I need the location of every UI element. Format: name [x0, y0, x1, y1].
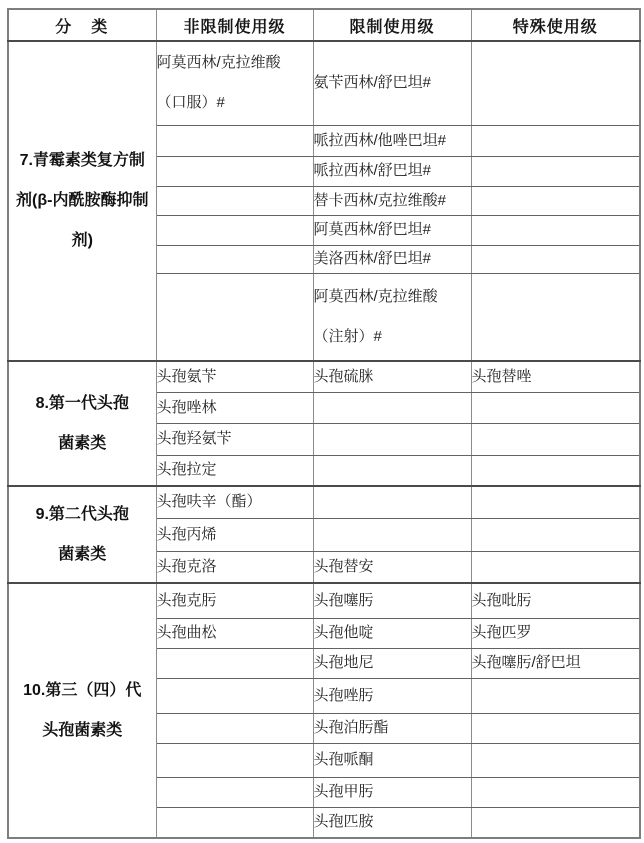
drug-cell-special [471, 618, 640, 648]
category-label-line: 头孢菌素类 [42, 721, 123, 739]
drug-name: 替卡西林/克拉维酸# [313, 191, 447, 209]
drug-name: 头孢拉定 [156, 461, 217, 479]
drug-cell-special [471, 455, 640, 486]
column-header-special: 特殊使用级 [471, 9, 640, 41]
drug-name: 哌拉西林/舒巴坦# [313, 162, 432, 179]
drug-cell-special [471, 392, 640, 423]
drug-name: 头孢他啶 [313, 624, 374, 641]
drug-cell-restricted [313, 361, 471, 392]
header-row [8, 9, 640, 41]
drug-name: 头孢丙烯 [156, 525, 217, 543]
drug-cell-special [471, 743, 640, 777]
category-label-line: 9.第二代头孢 [35, 505, 129, 523]
drug-cell-unrestricted [156, 361, 313, 392]
drug-name: 头孢硫脒 [313, 367, 374, 385]
drug-name: 头孢唑肟 [313, 686, 374, 704]
drug-cell-restricted [313, 125, 471, 156]
drug-name: 阿莫西林/克拉维酸 [313, 287, 438, 305]
drug-cell-restricted [313, 551, 471, 583]
drug-name: 头孢泊肟酯 [313, 719, 389, 736]
category-label-line: 菌素类 [58, 434, 107, 452]
drug-name: 头孢呋辛（酯） [156, 493, 262, 511]
drug-cell-unrestricted [156, 186, 313, 215]
drug-name: 头孢替唑 [471, 367, 532, 385]
drug-cell-special [471, 125, 640, 156]
table-row [8, 486, 640, 518]
category-cell [8, 583, 156, 838]
column-header-unrestricted: 非限制使用级 [156, 9, 313, 41]
drug-name: 头孢羟氨苄 [156, 430, 232, 447]
drug-cell-special [471, 713, 640, 743]
drug-cell-restricted [313, 518, 471, 551]
drug-name: 头孢克肟 [156, 591, 217, 609]
drug-cell-special [471, 777, 640, 807]
drug-cell-restricted [313, 583, 471, 618]
drug-name: （注射）# [313, 327, 382, 345]
drug-cell-unrestricted [156, 518, 313, 551]
antibiotic-classification-table [7, 8, 641, 839]
table-row [8, 361, 640, 392]
drug-cell-unrestricted [156, 156, 313, 186]
drug-cell-restricted [313, 273, 471, 361]
column-header-category: 分 类 [8, 9, 156, 41]
drug-cell-special [471, 551, 640, 583]
category-cell [8, 361, 156, 486]
drug-cell-unrestricted [156, 273, 313, 361]
drug-cell-unrestricted [156, 486, 313, 518]
drug-cell-special [471, 245, 640, 273]
drug-name: 头孢吡肟 [471, 591, 532, 609]
drug-cell-restricted [313, 743, 471, 777]
drug-cell-unrestricted [156, 743, 313, 777]
drug-cell-unrestricted [156, 392, 313, 423]
drug-cell-unrestricted [156, 648, 313, 678]
drug-cell-unrestricted [156, 777, 313, 807]
drug-name: 头孢甲肟 [313, 783, 374, 800]
table-row [8, 41, 640, 125]
category-label-line: 菌素类 [58, 545, 107, 563]
drug-cell-special [471, 273, 640, 361]
drug-cell-restricted [313, 186, 471, 215]
drug-cell-unrestricted [156, 215, 313, 245]
drug-cell-restricted [313, 455, 471, 486]
drug-cell-restricted [313, 618, 471, 648]
drug-cell-restricted [313, 215, 471, 245]
drug-cell-unrestricted [156, 551, 313, 583]
drug-cell-special [471, 186, 640, 215]
column-header-restricted: 限制使用级 [313, 9, 471, 41]
category-label-line: 剂(β-内酰胺酶抑制 [16, 192, 149, 209]
drug-name: 头孢噻肟 [313, 591, 374, 609]
classification-table-body [8, 41, 640, 838]
drug-name: 头孢匹罗 [471, 624, 532, 641]
drug-cell-restricted [313, 678, 471, 713]
drug-name: 头孢替安 [313, 557, 374, 575]
drug-name: 头孢曲松 [156, 624, 217, 641]
drug-cell-unrestricted [156, 423, 313, 455]
drug-cell-restricted [313, 713, 471, 743]
drug-name: 头孢氨苄 [156, 367, 217, 385]
drug-name: 头孢哌酮 [313, 751, 374, 768]
drug-cell-unrestricted [156, 583, 313, 618]
drug-name: 头孢克洛 [156, 557, 217, 575]
drug-cell-special [471, 518, 640, 551]
table-row [8, 583, 640, 618]
drug-name: 阿莫西林/舒巴坦# [313, 221, 432, 238]
category-label-line: 10.第三（四）代 [23, 681, 142, 699]
drug-cell-restricted [313, 156, 471, 186]
drug-cell-unrestricted [156, 455, 313, 486]
drug-cell-special [471, 41, 640, 125]
drug-cell-restricted [313, 648, 471, 678]
drug-cell-special [471, 486, 640, 518]
drug-cell-special [471, 423, 640, 455]
drug-cell-restricted [313, 807, 471, 838]
drug-name: 氨苄西林/舒巴坦# [313, 74, 432, 92]
drug-cell-special [471, 583, 640, 618]
drug-cell-restricted [313, 486, 471, 518]
drug-cell-unrestricted [156, 245, 313, 273]
drug-cell-unrestricted [156, 41, 313, 125]
drug-cell-restricted [313, 245, 471, 273]
category-label-line: 7.青霉素类复方制 [19, 152, 145, 169]
drug-cell-restricted [313, 41, 471, 125]
drug-name: 美洛西林/舒巴坦# [313, 250, 432, 267]
drug-cell-unrestricted [156, 678, 313, 713]
drug-cell-special [471, 361, 640, 392]
drug-name: （口服）# [156, 94, 225, 112]
drug-name: 哌拉西林/他唑巴坦# [313, 131, 447, 149]
drug-cell-special [471, 678, 640, 713]
drug-name: 头孢匹胺 [313, 813, 374, 831]
drug-cell-special [471, 648, 640, 678]
drug-cell-restricted [313, 423, 471, 455]
drug-cell-unrestricted [156, 807, 313, 838]
drug-cell-unrestricted [156, 713, 313, 743]
drug-cell-special [471, 156, 640, 186]
drug-cell-special [471, 215, 640, 245]
drug-cell-special [471, 807, 640, 838]
category-label-line: 8.第一代头孢 [35, 394, 129, 412]
category-cell [8, 41, 156, 361]
category-cell [8, 486, 156, 583]
drug-name: 头孢唑林 [156, 398, 217, 416]
drug-cell-unrestricted [156, 125, 313, 156]
drug-cell-restricted [313, 777, 471, 807]
drug-cell-unrestricted [156, 618, 313, 648]
category-label-line: 剂) [71, 232, 93, 249]
drug-name: 头孢地尼 [313, 654, 374, 671]
drug-name: 头孢噻肟/舒巴坦 [471, 654, 581, 671]
drug-cell-restricted [313, 392, 471, 423]
drug-name: 阿莫西林/克拉维酸 [156, 54, 281, 72]
